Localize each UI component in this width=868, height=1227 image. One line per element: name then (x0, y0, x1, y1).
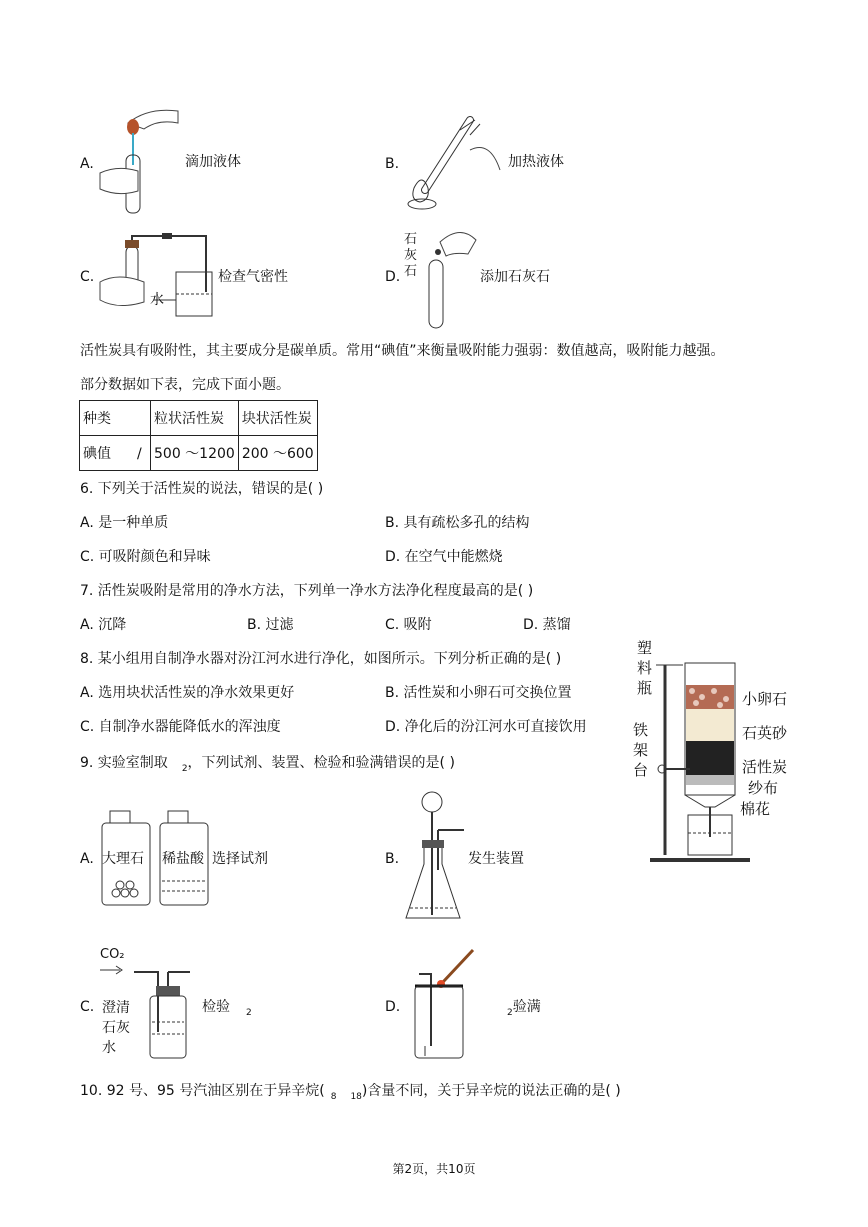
q9-option-a-letter: A. (80, 851, 94, 867)
q6-option-c[interactable]: C. 可吸附颜色和异味 (80, 549, 211, 565)
table-cell: 500 ～1200 (151, 436, 239, 471)
bottle-label: 塑 料 瓶 (637, 639, 653, 697)
table-cell: 粒状活性炭 (151, 401, 239, 436)
option-a-letter: A. (80, 156, 94, 172)
water-purifier-figure (650, 655, 740, 870)
table-cell: 块状活性炭 (238, 401, 317, 436)
co2-label: CO₂ (100, 947, 125, 962)
layer-pebbles: 小卵石 (742, 690, 788, 708)
q10-stem: 10. 92 号、95 号汽油区别在于异辛烷( $_8$ $_{18}$)含量不同，关于异辛烷的说法正确的是( ) (80, 1083, 621, 1102)
q9-option-c-text: 检验 $_2$ (202, 999, 252, 1018)
option-a-text: 滴加液体 (185, 154, 241, 170)
q9-option-b-text: 发生装置 (468, 851, 524, 867)
limestone-figure (420, 222, 480, 332)
q8-option-d[interactable]: D. 净化后的汾江河水可直接饮用 (385, 719, 587, 735)
option-d-letter: D. (385, 269, 401, 285)
q6-option-a[interactable]: A. 是一种单质 (80, 515, 169, 531)
full-check-figure (405, 946, 485, 1064)
layer-cotton: 棉花 (740, 800, 771, 818)
q9-stem: 9. 实验室制取 $_2$，下列试剂、装置、检验和验满错误的是( ) (80, 755, 455, 774)
intro-line1: 活性炭具有吸附性，其主要成分是碳单质。常用“碘值”来衡量吸附能力强弱：数值越高，吸附能力越强。 (80, 343, 725, 359)
page-footer: 第2页，共10页 (392, 1162, 476, 1176)
q6-stem: 6. 下列关于活性炭的说法，错误的是( ) (80, 481, 324, 497)
limewater-label: 澄清 石灰 水 (102, 1000, 130, 1056)
table-cell: 种类 (80, 401, 151, 436)
dilute-hcl-label: 稀盐酸 (162, 851, 204, 867)
q8-stem: 8. 某小组用自制净水器对汾江河水进行净化，如图所示。下列分析正确的是( ) (80, 651, 562, 667)
table-cell: 碘值 / (80, 436, 151, 471)
intro-line2: 部分数据如下表，完成下面小题。 (80, 377, 290, 393)
heating-figure (400, 110, 510, 210)
generator-figure (400, 790, 470, 925)
q8-option-c[interactable]: C. 自制净水器能降低水的浑浊度 (80, 719, 281, 735)
option-d-text: 添加石灰石 (480, 269, 550, 285)
option-c-text: 检查气密性 (218, 269, 288, 285)
q9-option-b-letter: B. (385, 851, 400, 867)
layer-gauze: 纱布 (748, 779, 779, 797)
q9-option-c-letter: C. (80, 999, 95, 1015)
limestone-label: 石 灰 石 (404, 232, 418, 279)
q9-option-d-letter: D. (385, 999, 401, 1015)
q9-option-a-text: 选择试剂 (212, 851, 268, 867)
table-cell: 200 ～600 (238, 436, 317, 471)
water-label: 水 (150, 292, 164, 308)
q7-stem: 7. 活性炭吸附是常用的净水方法，下列单一净水方法净化程度最高的是( ) (80, 583, 534, 599)
layer-quartz-sand: 石英砂 (742, 724, 788, 742)
option-c-letter: C. (80, 269, 95, 285)
q8-option-b[interactable]: B. 活性炭和小卵石可交换位置 (385, 685, 572, 701)
option-b-letter: B. (385, 156, 400, 172)
q7-option-b[interactable]: B. 过滤 (247, 617, 294, 633)
q7-option-c[interactable]: C. 吸附 (385, 617, 432, 633)
marble-label: 大理石 (102, 851, 144, 867)
q7-option-a[interactable]: A. 沉降 (80, 617, 127, 633)
q7-option-d[interactable]: D. 蒸馏 (523, 617, 571, 633)
q6-option-b[interactable]: B. 具有疏松多孔的结构 (385, 515, 530, 531)
q8-option-a[interactable]: A. 选用块状活性炭的净水效果更好 (80, 685, 295, 701)
q9-option-d-text: $_2$验满 (507, 999, 541, 1018)
q6-option-d[interactable]: D. 在空气中能燃烧 (385, 549, 503, 565)
stand-label: 铁 架 台 (633, 721, 649, 779)
iodine-value-table (79, 400, 318, 471)
table-row (80, 436, 318, 471)
table-row (80, 401, 318, 436)
option-b-text: 加热液体 (508, 154, 564, 170)
layer-activated-carbon: 活性炭 (742, 758, 788, 776)
dropper-figure (98, 105, 188, 215)
